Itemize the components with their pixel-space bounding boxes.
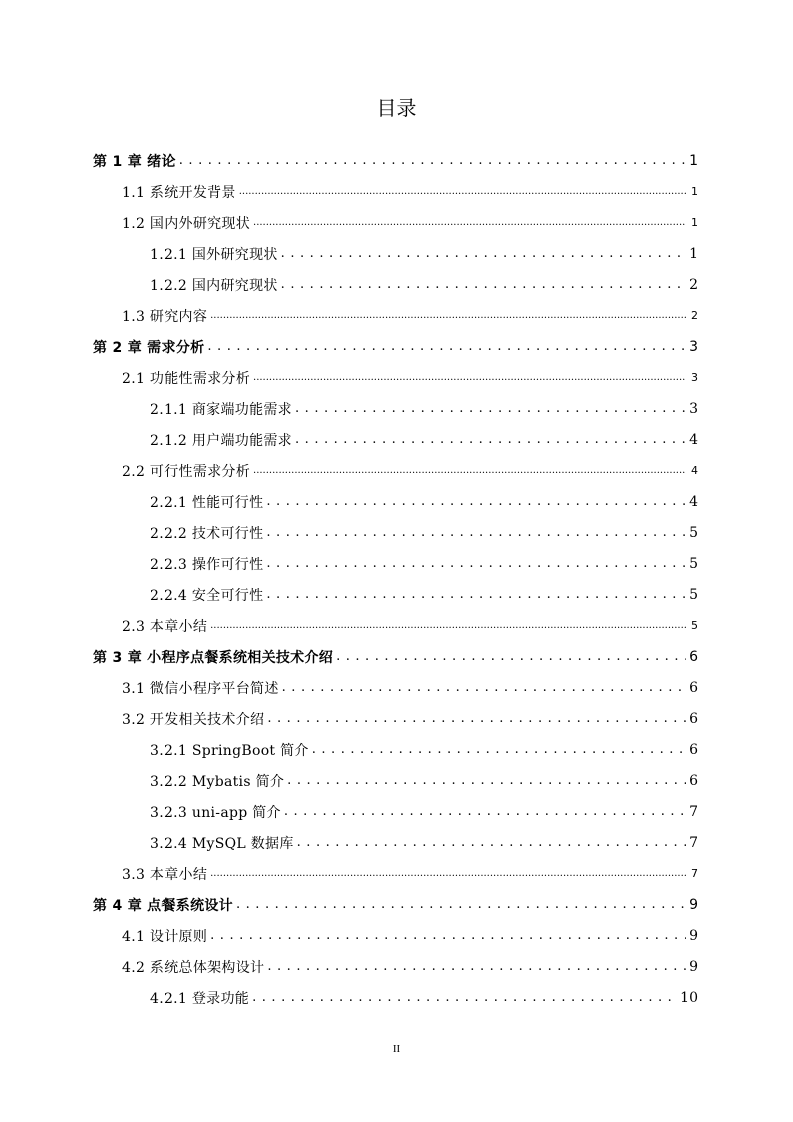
toc-entry-2-2-1[interactable] bbox=[150, 486, 698, 517]
dot-leader bbox=[312, 734, 686, 765]
toc-entry-page-number: 4 bbox=[691, 464, 698, 477]
toc-entry-2-3[interactable] bbox=[122, 610, 698, 641]
toc-entry-title: 3.2 开发相关技术介绍 bbox=[122, 711, 265, 728]
toc-entry-title: 2.2 可行性需求分析 bbox=[122, 463, 251, 480]
toc-entry-title: 2.2.3 操作可行性 bbox=[150, 556, 264, 573]
toc-entry-page-number: 3 bbox=[691, 371, 698, 384]
toc-entry-page-number: 1 bbox=[689, 152, 698, 169]
toc-entry-title: 4.2 系统总体架构设计 bbox=[122, 959, 265, 976]
dot-leader bbox=[207, 331, 686, 362]
toc-entry-page-number: 5 bbox=[689, 524, 698, 541]
dot-leader bbox=[210, 300, 686, 331]
toc-entry-2-2-4[interactable] bbox=[150, 579, 698, 610]
toc-entry-2-1-1[interactable] bbox=[150, 393, 698, 424]
toc-entry-page-number: 5 bbox=[689, 586, 698, 603]
toc-entry-page-number: 4 bbox=[689, 431, 698, 448]
dot-leader bbox=[297, 827, 686, 858]
toc-entry-2-1[interactable] bbox=[122, 362, 698, 393]
toc-entry-title: 第 3 章 小程序点餐系统相关技术介绍 bbox=[93, 649, 334, 666]
toc-entry-chapter-4[interactable] bbox=[93, 889, 698, 920]
toc-entry-1-2-1[interactable] bbox=[150, 238, 698, 269]
toc-entry-page-number: 3 bbox=[689, 400, 698, 417]
toc-entry-1-1[interactable] bbox=[122, 176, 698, 207]
toc-entry-3-2-2[interactable] bbox=[150, 765, 698, 796]
dot-leader bbox=[295, 393, 686, 424]
toc-entry-title: 1.2.2 国内研究现状 bbox=[150, 277, 278, 294]
toc-entry-chapter-3[interactable] bbox=[93, 641, 698, 672]
page-title: 目录 bbox=[376, 96, 417, 120]
toc-entry-page-number: 3 bbox=[689, 338, 698, 355]
toc-entry-page-number: 9 bbox=[689, 896, 698, 913]
toc-entry-3-2-3[interactable] bbox=[150, 796, 698, 827]
toc-entry-2-2-2[interactable] bbox=[150, 517, 698, 548]
dot-leader bbox=[252, 982, 677, 1013]
dot-leader bbox=[281, 269, 686, 300]
toc-entry-3-2-1[interactable] bbox=[150, 734, 698, 765]
toc-entry-page-number: 6 bbox=[689, 679, 698, 696]
toc-entry-4-1[interactable] bbox=[122, 920, 698, 951]
toc-entry-title: 第 2 章 需求分析 bbox=[93, 339, 205, 356]
toc-entry-1-3[interactable] bbox=[122, 300, 698, 331]
dot-leader bbox=[295, 424, 686, 455]
toc-entry-page-number: 2 bbox=[691, 309, 698, 322]
dot-leader bbox=[210, 858, 686, 889]
toc-entry-title: 2.1.2 用户端功能需求 bbox=[150, 432, 292, 449]
toc-entry-page-number: 6 bbox=[689, 772, 698, 789]
dot-leader bbox=[236, 889, 686, 920]
toc-entry-title: 1.2 国内外研究现状 bbox=[122, 215, 251, 232]
dot-leader bbox=[267, 703, 686, 734]
dot-leader bbox=[239, 176, 686, 207]
dot-leader bbox=[179, 145, 686, 176]
toc-entry-page-number: 7 bbox=[689, 834, 698, 851]
page-number-footer: II bbox=[392, 1043, 401, 1055]
toc-entry-page-number: 1 bbox=[691, 216, 698, 229]
dot-leader bbox=[281, 238, 686, 269]
toc-entry-title: 1.2.1 国外研究现状 bbox=[150, 246, 278, 263]
toc-entry-page-number: 5 bbox=[689, 555, 698, 572]
toc-entry-3-1[interactable] bbox=[122, 672, 698, 703]
dot-leader bbox=[210, 610, 686, 641]
toc-entry-page-number: 10 bbox=[680, 989, 698, 1006]
dot-leader bbox=[266, 579, 686, 610]
dot-leader bbox=[253, 207, 686, 238]
toc-entry-title: 1.1 系统开发背景 bbox=[122, 184, 236, 201]
toc-entry-chapter-2[interactable] bbox=[93, 331, 698, 362]
dot-leader bbox=[336, 641, 686, 672]
toc-entry-title: 2.1.1 商家端功能需求 bbox=[150, 401, 292, 418]
toc-entry-title: 4.1 设计原则 bbox=[122, 928, 208, 945]
toc-entry-page-number: 1 bbox=[691, 185, 698, 198]
toc-entry-4-2-1[interactable] bbox=[150, 982, 698, 1013]
toc-entry-page-number: 2 bbox=[689, 276, 698, 293]
toc-entry-title: 第 1 章 绪论 bbox=[93, 153, 176, 170]
toc-entry-title: 第 4 章 点餐系统设计 bbox=[93, 897, 233, 914]
toc-entry-title: 2.3 本章小结 bbox=[122, 618, 208, 635]
toc-entry-2-1-2[interactable] bbox=[150, 424, 698, 455]
toc-entry-title: 2.2.4 安全可行性 bbox=[150, 587, 264, 604]
dot-leader bbox=[284, 796, 686, 827]
toc-entry-3-2-4[interactable] bbox=[150, 827, 698, 858]
toc-entry-2-2-3[interactable] bbox=[150, 548, 698, 579]
toc-entry-page-number: 7 bbox=[689, 803, 698, 820]
dot-leader bbox=[282, 672, 686, 703]
toc-entry-title: 4.2.1 登录功能 bbox=[150, 990, 250, 1007]
toc-entry-page-number: 6 bbox=[689, 741, 698, 758]
toc-entry-page-number: 4 bbox=[689, 493, 698, 510]
toc-entry-page-number: 7 bbox=[691, 867, 698, 880]
toc-entry-1-2-2[interactable] bbox=[150, 269, 698, 300]
toc-entry-title: 3.3 本章小结 bbox=[122, 866, 208, 883]
toc-entry-page-number: 9 bbox=[689, 927, 698, 944]
toc-entry-4-2[interactable] bbox=[122, 951, 698, 982]
dot-leader bbox=[266, 486, 686, 517]
toc-entry-page-number: 9 bbox=[689, 958, 698, 975]
dot-leader bbox=[253, 455, 686, 486]
toc-entry-1-2[interactable] bbox=[122, 207, 698, 238]
dot-leader bbox=[210, 920, 686, 951]
toc-entry-page-number: 1 bbox=[689, 245, 698, 262]
toc-entry-3-3[interactable] bbox=[122, 858, 698, 889]
toc-entry-page-number: 6 bbox=[689, 648, 698, 665]
dot-leader bbox=[267, 951, 686, 982]
toc-entry-title: 3.2.1 SpringBoot 简介 bbox=[150, 742, 309, 759]
dot-leader bbox=[287, 765, 686, 796]
toc-entry-title: 2.2.1 性能可行性 bbox=[150, 494, 264, 511]
toc-entry-title: 2.2.2 技术可行性 bbox=[150, 525, 264, 542]
toc-entry-title: 3.1 微信小程序平台简述 bbox=[122, 680, 279, 697]
toc-entry-title: 3.2.3 uni-app 简介 bbox=[150, 804, 281, 821]
toc-entry-title: 2.1 功能性需求分析 bbox=[122, 370, 251, 387]
toc-entry-page-number: 5 bbox=[691, 619, 698, 632]
toc-entry-title: 1.3 研究内容 bbox=[122, 308, 208, 325]
toc-entry-chapter-1[interactable] bbox=[93, 145, 698, 176]
toc-entry-3-2[interactable] bbox=[122, 703, 698, 734]
toc-entry-2-2[interactable] bbox=[122, 455, 698, 486]
toc-entry-page-number: 6 bbox=[689, 710, 698, 727]
toc-entry-title: 3.2.4 MySQL 数据库 bbox=[150, 835, 294, 852]
dot-leader bbox=[266, 517, 686, 548]
toc-entry-title: 3.2.2 Mybatis 简介 bbox=[150, 773, 285, 790]
dot-leader bbox=[253, 362, 686, 393]
dot-leader bbox=[266, 548, 686, 579]
